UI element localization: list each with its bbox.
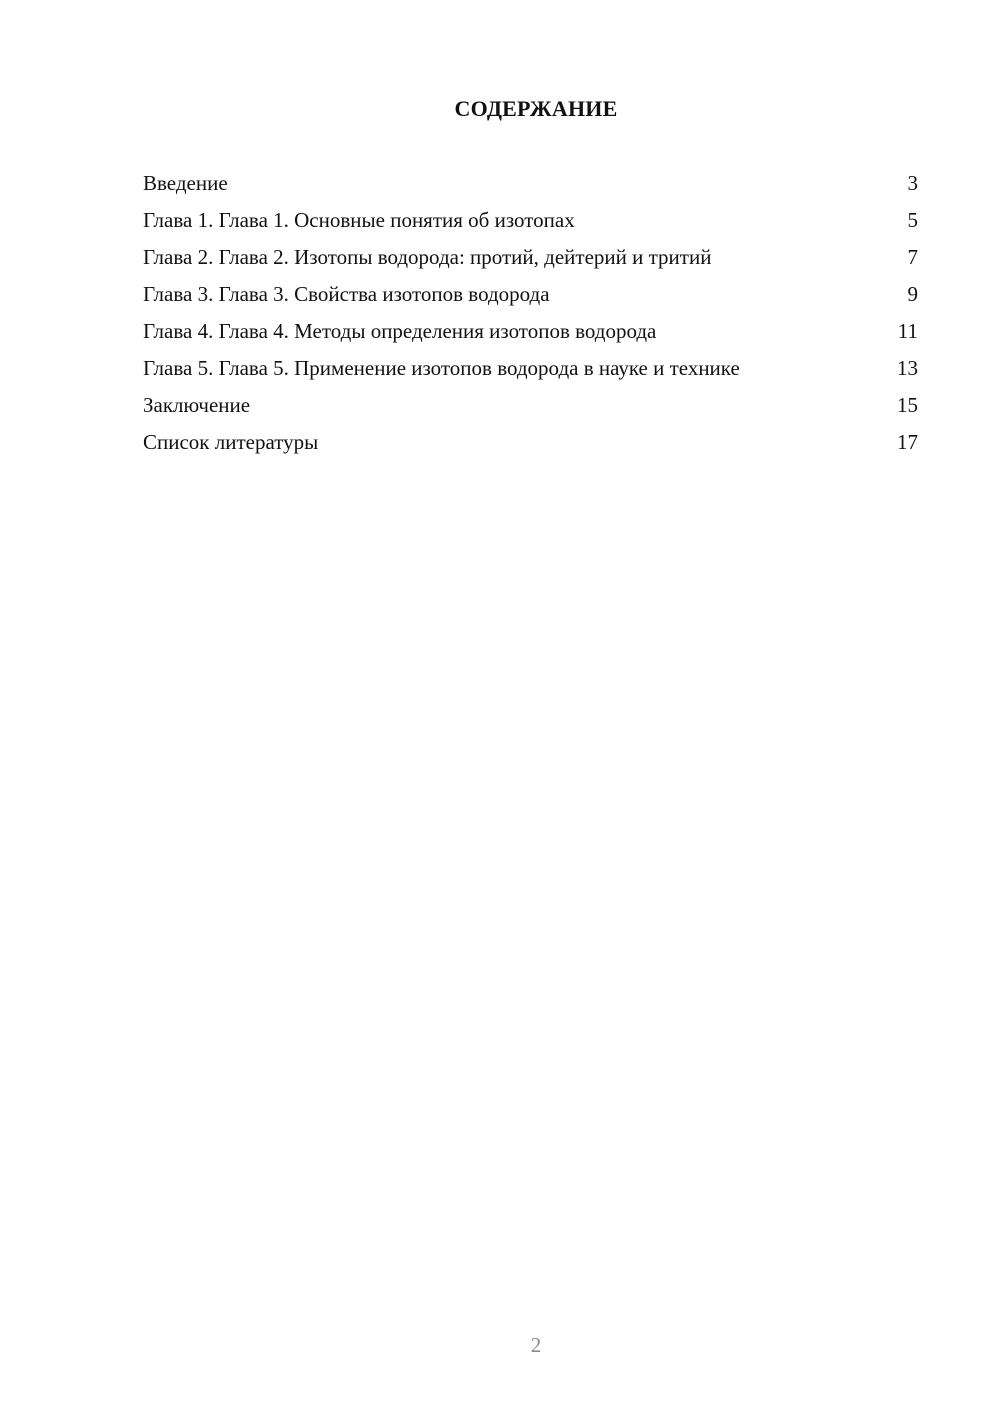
toc-entry-page: 9	[907, 282, 918, 306]
toc-entry-text: Глава 4. Глава 4. Методы определения изотопов водорода	[143, 319, 657, 343]
toc-entry-page: 11	[897, 319, 918, 343]
toc-entry-page: 13	[897, 356, 918, 380]
toc-entry-text: Заключение	[143, 393, 251, 417]
toc-entry-text: Введение	[143, 171, 228, 195]
toc-entry-page: 17	[897, 430, 918, 454]
toc-entry-text: Глава 2. Глава 2. Изотопы водорода: протий, дейтерий и тритий	[143, 245, 712, 269]
toc-entry-text: Глава 3. Глава 3. Свойства изотопов водорода	[143, 282, 550, 306]
toc-entry-text: Глава 1. Глава 1. Основные понятия об изотопах	[143, 208, 575, 232]
toc-entry-page: 7	[907, 245, 918, 269]
page-number: 2	[530, 1333, 542, 1357]
toc-entry-page: 15	[897, 393, 918, 417]
toc-entry-conclusion[interactable]	[143, 392, 918, 419]
toc-entry-chapter-1[interactable]	[143, 207, 918, 234]
toc-entry-chapter-5[interactable]	[143, 355, 918, 382]
table-of-contents	[143, 170, 918, 466]
toc-entry-introduction[interactable]	[143, 170, 918, 197]
toc-entry-page: 5	[907, 208, 918, 232]
toc-entry-bibliography[interactable]	[143, 429, 918, 456]
toc-entry-text: Список литературы	[143, 430, 319, 454]
toc-entry-chapter-4[interactable]	[143, 318, 918, 345]
toc-entry-chapter-2[interactable]	[143, 244, 918, 271]
toc-entry-chapter-3[interactable]	[143, 281, 918, 308]
toc-entry-page: 3	[907, 171, 918, 195]
toc-entry-text: Глава 5. Глава 5. Применение изотопов водорода в науке и технике	[143, 356, 740, 380]
page-title: СОДЕРЖАНИЕ	[454, 96, 618, 121]
